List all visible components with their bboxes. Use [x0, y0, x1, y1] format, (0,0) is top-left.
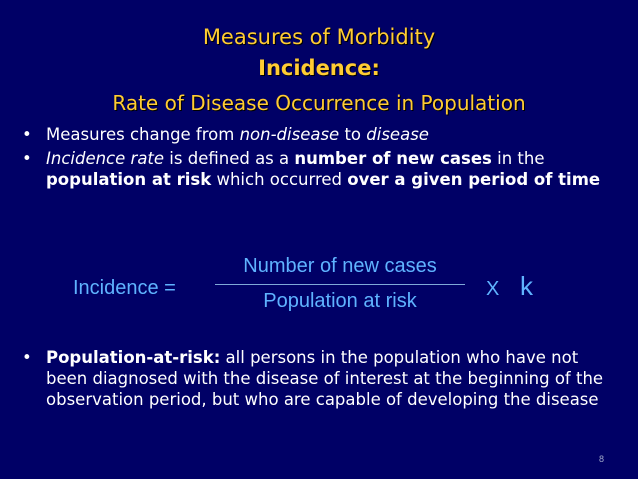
bullet-bold: number of new cases — [294, 149, 492, 168]
formula-numerator: Number of new cases — [243, 255, 437, 277]
bullet-list-2 — [20, 347, 616, 410]
bullet-text: in the — [491, 149, 545, 168]
bullet-marker: • — [22, 348, 32, 367]
slide-subtitle: Incidence: — [258, 56, 380, 80]
bullet-text: all persons in the population who have not been diagnosed with the disease of interest at the beginning of the observation period, but who are capable of developing the disease — [46, 348, 604, 409]
fraction-bar — [215, 284, 465, 285]
formula-label: Incidence = — [73, 277, 176, 299]
bullet-marker: • — [22, 125, 32, 144]
bullet-emphasis: non-disease — [239, 125, 340, 144]
bullet-term: Population-at-risk: — [46, 348, 221, 367]
bullet-list — [20, 124, 616, 190]
bullet-text: is defined as a — [164, 149, 295, 168]
bullet-bold: over a given period of time — [347, 170, 601, 189]
title-block — [0, 22, 638, 120]
bullet-emphasis: Incidence rate — [46, 149, 165, 168]
slide-title: Measures of Morbidity — [202, 25, 436, 49]
constant-k: k — [520, 271, 533, 301]
bullet-text: which occurred — [211, 170, 348, 189]
bullet-text: Measures change from — [46, 125, 240, 144]
bullet-item — [20, 124, 616, 145]
bullet-item — [20, 347, 616, 410]
bullet-emphasis: disease — [366, 125, 429, 144]
bullet-marker: • — [22, 149, 32, 168]
incidence-formula — [0, 254, 638, 326]
formula-denominator: Population at risk — [263, 290, 417, 312]
bullet-bold: population at risk — [46, 170, 212, 189]
bullet-text: to — [339, 125, 367, 144]
page-number: 8 — [598, 454, 604, 464]
bullet-item — [20, 148, 616, 190]
multiply-sign: X — [486, 278, 500, 300]
slide-subheading: Rate of Disease Occurrence in Population — [112, 91, 526, 115]
